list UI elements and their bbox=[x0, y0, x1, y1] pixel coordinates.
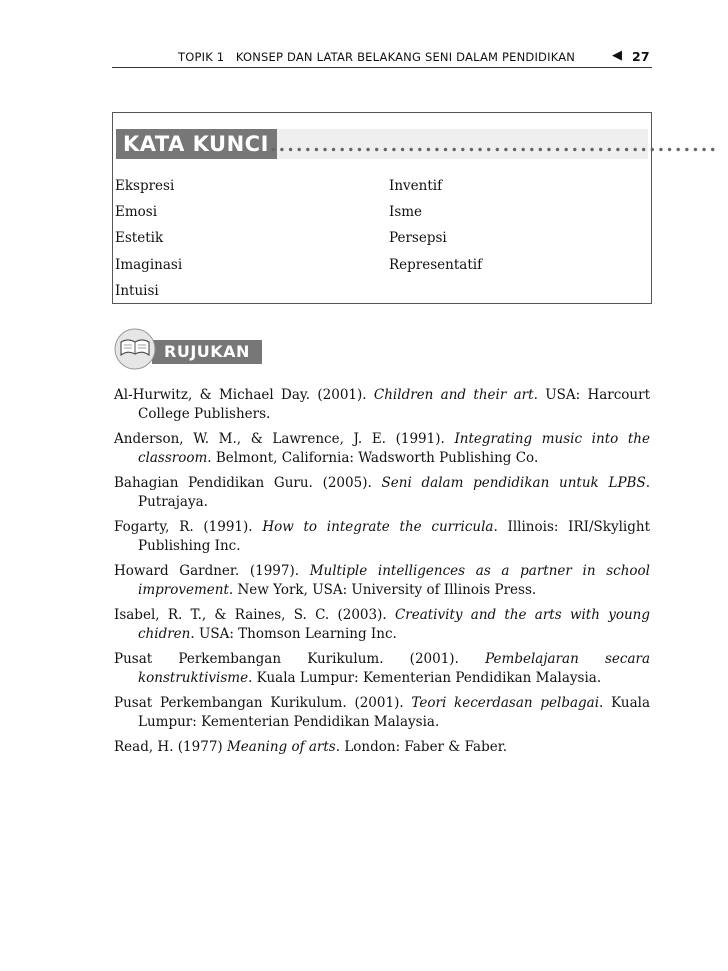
keyword: Representatif bbox=[389, 257, 483, 273]
reference-item: Howard Gardner. (1997). Multiple intelligences as a partner in school improvement. New York, USA: University of Illinois Press. bbox=[114, 563, 650, 598]
page-number: 27 bbox=[632, 49, 650, 64]
reference-item: Fogarty, R. (1991). How to integrate the curricula. Illinois: IRI/Skylight Publishing Inc. bbox=[114, 519, 650, 554]
keyword: Inventif bbox=[389, 178, 443, 194]
kata-kunci-title: KATA KUNCI bbox=[116, 129, 277, 159]
reference-item: Isabel, R. T., & Raines, S. C. (2003). Creativity and the arts with young chidren. USA: Thomson Learning Inc. bbox=[114, 607, 650, 642]
reference-item: Anderson, W. M., & Lawrence, J. E. (1991). Integrating music into the classroom. Belmont, California: Wadsworth Publishing Co. bbox=[114, 431, 650, 466]
header-title: TOPIK 1 KONSEP DAN LATAR BELAKANG SENI DALAM PENDIDIKAN bbox=[178, 50, 576, 64]
reference-item: Bahagian Pendidikan Guru. (2005). Seni dalam pendidikan untuk LPBS. Putrajaya. bbox=[114, 475, 650, 510]
running-header bbox=[112, 48, 652, 66]
header-divider bbox=[112, 67, 652, 68]
reference-item: Read, H. (1977) Meaning of arts. London: Faber & Faber. bbox=[114, 739, 507, 755]
kata-kunci-dots: .................................................... bbox=[270, 134, 718, 156]
reference-item: Pusat Perkembangan Kurikulum. (2001). Pembelajaran secara konstruktivisme. Kuala Lumpur: Kementerian Pendidikan Malaysia. bbox=[114, 651, 651, 686]
keyword: Persepsi bbox=[389, 230, 447, 246]
reference-item: Al-Hurwitz, & Michael Day. (2001). Children and their art. USA: Harcourt College Publishers. bbox=[114, 387, 650, 422]
keyword: Ekspresi bbox=[115, 178, 175, 194]
keyword: Isme bbox=[389, 204, 423, 220]
open-book-icon bbox=[114, 328, 156, 370]
keyword: Estetik bbox=[115, 230, 164, 246]
rujukan-title: RUJUKAN bbox=[164, 342, 250, 361]
keyword: Intuisi bbox=[115, 283, 159, 299]
header-arrow-icon: ◀ bbox=[612, 48, 623, 63]
keyword: Emosi bbox=[115, 204, 158, 220]
keyword: Imaginasi bbox=[115, 257, 183, 273]
reference-list bbox=[114, 386, 650, 764]
reference-item: Pusat Perkembangan Kurikulum. (2001). Teori kecerdasan pelbagai. Kuala Lumpur: Kementerian Pendidikan Malaysia. bbox=[114, 695, 651, 730]
